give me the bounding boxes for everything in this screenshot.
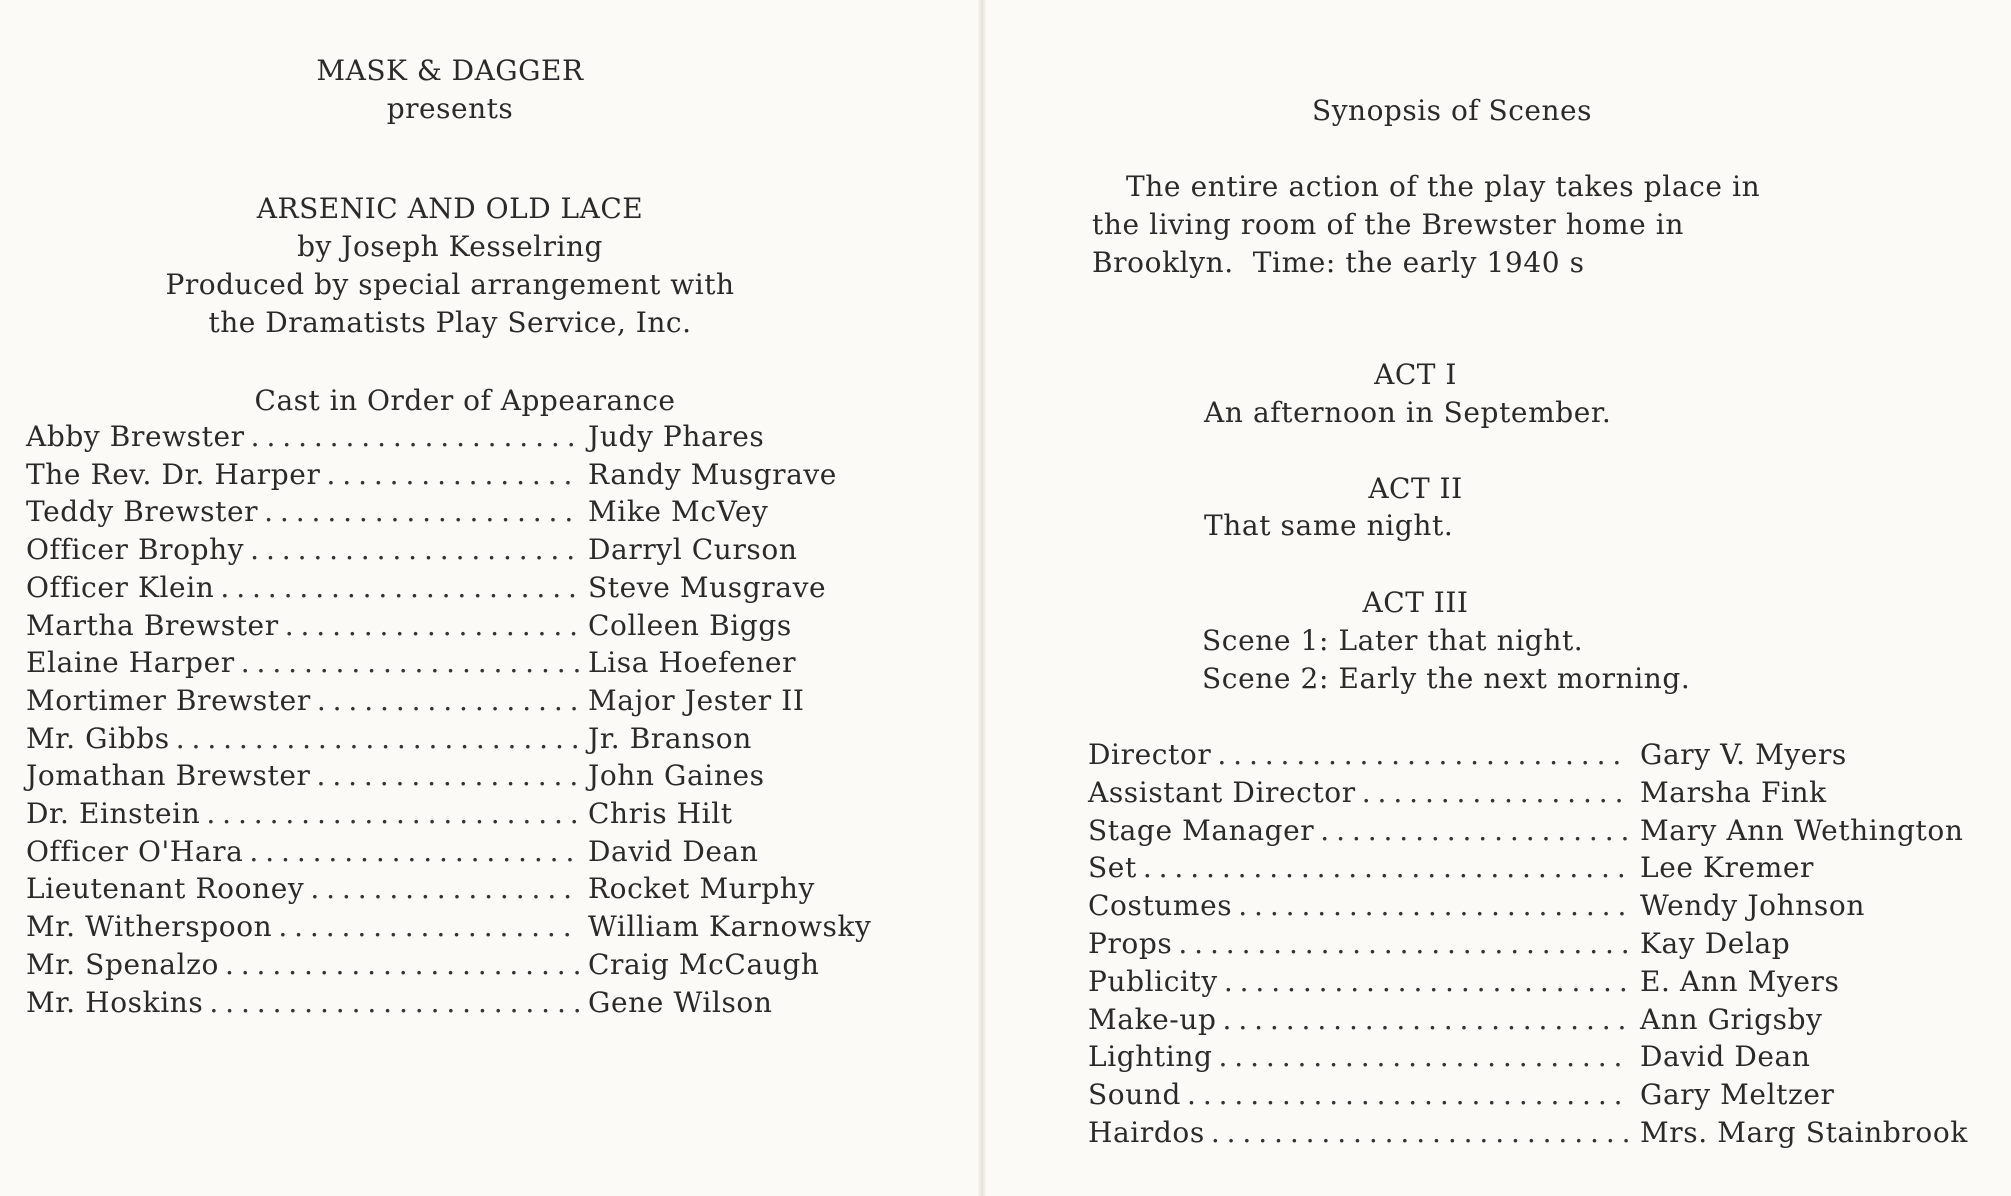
cast-role: Mr. Hoskins [26, 986, 204, 1019]
cast-row [26, 571, 827, 604]
dot-leader [206, 797, 580, 830]
crew-row [1088, 776, 1827, 809]
cast-row [26, 495, 769, 528]
dot-leader [278, 910, 580, 943]
dot-leader [1224, 965, 1628, 998]
cast-row [26, 797, 733, 830]
dot-leader [317, 684, 580, 717]
play-title: ARSENIC AND OLD LACE [256, 192, 644, 225]
presenter-name: MASK & DAGGER [316, 54, 584, 87]
crew-role: Director [1088, 738, 1212, 771]
synopsis-text [1092, 168, 1760, 282]
synopsis-line-3: Brooklyn. Time: the early 1940 s [1092, 246, 1585, 279]
cast-row [26, 910, 872, 943]
cast-actor: Mike McVey [588, 495, 769, 528]
dot-leader [1320, 814, 1628, 847]
cast-role: Mr. Gibbs [26, 722, 170, 755]
cast-role: Elaine Harper [26, 646, 235, 679]
cast-actor: Randy Musgrave [588, 458, 837, 491]
crew-name: Gary Meltzer [1640, 1078, 1835, 1111]
crew-name: David Dean [1640, 1040, 1811, 1073]
dot-leader [225, 948, 580, 981]
crew-role: Set [1088, 851, 1137, 884]
crew-role: Costumes [1088, 889, 1233, 922]
cast-row [26, 986, 773, 1019]
synopsis-heading: Synopsis of Scenes [1312, 94, 1592, 127]
cast-actor: Jr. Branson [588, 722, 752, 755]
cast-row [26, 646, 797, 679]
crew-name: Gary V. Myers [1640, 738, 1847, 771]
crew-name: Lee Kremer [1640, 851, 1815, 884]
act-2-description: That same night. [1204, 509, 1454, 542]
dot-leader [310, 872, 580, 905]
dot-leader [249, 835, 580, 868]
cast-row [26, 835, 759, 868]
crew-row [1088, 1040, 1811, 1073]
crew-name: Kay Delap [1640, 927, 1791, 960]
cast-role: Mr. Spenalzo [26, 948, 219, 981]
cast-actor: Lisa Hoefener [588, 646, 797, 679]
cast-actor: Craig McCaugh [588, 948, 820, 981]
dot-leader [326, 458, 580, 491]
cast-actor: Chris Hilt [588, 797, 733, 830]
synopsis-line-2: the living room of the Brewster home in [1092, 208, 1684, 241]
dot-leader [176, 722, 580, 755]
act-3-scene-2: Scene 2: Early the next morning. [1202, 662, 1691, 695]
cast-role: Mr. Witherspoon [26, 910, 273, 943]
act-3-scene-1: Scene 1: Later that night. [1202, 624, 1584, 657]
dot-leader [1211, 1116, 1628, 1149]
dot-leader [1187, 1078, 1628, 1111]
crew-row [1088, 889, 1865, 922]
cast-role: Officer Klein [26, 571, 215, 604]
cast-row [26, 420, 765, 453]
crew-row [1088, 965, 1840, 998]
cast-row [26, 533, 798, 566]
crew-name: E. Ann Myers [1640, 965, 1840, 998]
crew-role: Hairdos [1088, 1116, 1205, 1149]
cast-role: Dr. Einstein [26, 797, 201, 830]
cast-role: Teddy Brewster [26, 495, 259, 528]
cast-row [26, 609, 792, 642]
cast-row [26, 948, 820, 981]
crew-role: Make-up [1088, 1003, 1217, 1036]
cast-role: Mortimer Brewster [26, 684, 311, 717]
arrangement-line-1: Produced by special arrangement with [165, 268, 735, 301]
presents-label: presents [386, 92, 514, 125]
act-1-description: An afternoon in September. [1204, 396, 1612, 429]
act-3-title: ACT III [1362, 586, 1469, 619]
act-2-title: ACT II [1368, 472, 1463, 505]
dot-leader [209, 986, 580, 1019]
dot-leader [1223, 1003, 1628, 1036]
cast-actor: Major Jester II [588, 684, 805, 717]
cast-actor: Darryl Curson [588, 533, 798, 566]
dot-leader [220, 571, 580, 604]
cast-row [26, 872, 815, 905]
dot-leader [1218, 1040, 1628, 1073]
dot-leader [317, 759, 580, 792]
cast-role: Jomathan Brewster [26, 759, 311, 792]
cast-actor: Gene Wilson [588, 986, 773, 1019]
cast-actor: Rocket Murphy [588, 872, 815, 905]
program-header [0, 52, 900, 128]
dot-leader [1362, 776, 1628, 809]
crew-row [1088, 1116, 1968, 1149]
play-info [0, 190, 900, 342]
cast-actor: William Karnowsky [588, 910, 872, 943]
cast-role: Lieutenant Rooney [26, 872, 305, 905]
page-fold [978, 0, 986, 1196]
right-page [986, 0, 2011, 1196]
crew-row [1088, 738, 1847, 771]
cast-role: The Rev. Dr. Harper [26, 458, 321, 491]
play-author: by Joseph Kesselring [297, 230, 603, 263]
crew-row [1088, 814, 1964, 847]
crew-role: Props [1088, 927, 1173, 960]
crew-role: Assistant Director [1088, 776, 1356, 809]
crew-name: Marsha Fink [1640, 776, 1827, 809]
crew-role: Stage Manager [1088, 814, 1315, 847]
cast-row [26, 722, 752, 755]
dot-leader [1143, 851, 1628, 884]
dot-leader [241, 646, 580, 679]
crew-name: Mary Ann Wethington [1640, 814, 1964, 847]
crew-row [1088, 851, 1815, 884]
left-page [0, 0, 978, 1196]
crew-name: Ann Grigsby [1640, 1003, 1823, 1036]
crew-row [1088, 1078, 1835, 1111]
dot-leader [251, 420, 580, 453]
crew-role: Lighting [1088, 1040, 1213, 1073]
cast-role: Abby Brewster [26, 420, 245, 453]
dot-leader [250, 533, 580, 566]
dot-leader [1217, 738, 1628, 771]
act-1-title: ACT I [1374, 358, 1457, 391]
crew-row [1088, 927, 1791, 960]
dot-leader [264, 495, 580, 528]
cast-role: Officer Brophy [26, 533, 245, 566]
cast-actor: Colleen Biggs [588, 609, 792, 642]
crew-name: Mrs. Marg Stainbrook [1640, 1116, 1968, 1149]
cast-role: Officer O'Hara [26, 835, 244, 868]
cast-role: Martha Brewster [26, 609, 279, 642]
cast-actor: Steve Musgrave [588, 571, 827, 604]
cast-actor: Judy Phares [588, 420, 765, 453]
crew-name: Wendy Johnson [1640, 889, 1865, 922]
dot-leader [285, 609, 580, 642]
cast-actor: John Gaines [588, 759, 765, 792]
crew-row [1088, 1003, 1823, 1036]
arrangement-line-2: the Dramatists Play Service, Inc. [208, 306, 692, 339]
cast-actor: David Dean [588, 835, 759, 868]
crew-role: Sound [1088, 1078, 1182, 1111]
cast-row [26, 458, 837, 491]
crew-role: Publicity [1088, 965, 1218, 998]
cast-row [26, 759, 765, 792]
cast-heading: Cast in Order of Appearance [254, 384, 676, 417]
dot-leader [1238, 889, 1628, 922]
synopsis-line-1: The entire action of the play takes place in [1126, 170, 1761, 203]
cast-row [26, 684, 805, 717]
dot-leader [1178, 927, 1628, 960]
